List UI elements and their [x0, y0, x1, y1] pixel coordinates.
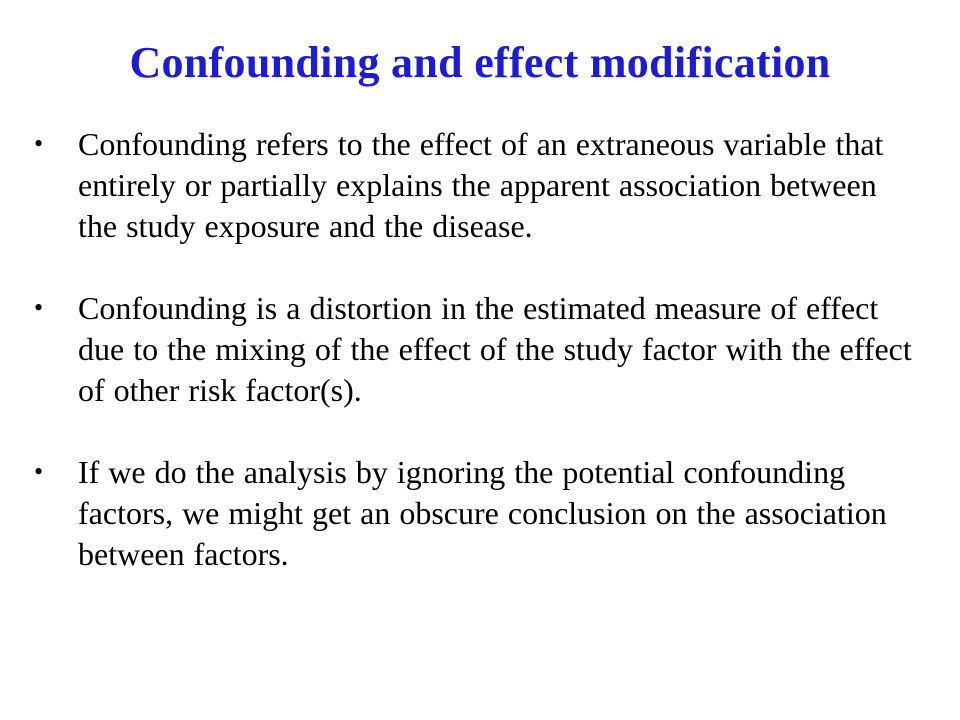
- bullet-text: If we do the analysis by ignoring the potential confounding factors, we might get an obscure conclusion on the association between factors.: [78, 454, 887, 572]
- slide-title: Confounding and effect modification: [129, 38, 831, 87]
- bullet-item-1: [34, 124, 914, 247]
- bullet-text: Confounding is a distortion in the estimated measure of effect due to the mixing of the effect of the study factor with the effect of other risk factor(s).: [78, 290, 912, 408]
- bullet-list: [34, 124, 914, 575]
- bullet-icon: •: [34, 293, 44, 322]
- bullet-item-3: [34, 452, 914, 575]
- bullet-icon: •: [34, 457, 44, 486]
- bullet-text: Confounding refers to the effect of an extraneous variable that entirely or partially explains the apparent association between the study exposure and the disease.: [78, 126, 884, 244]
- bullet-icon: •: [34, 129, 44, 158]
- bullet-item-2: [34, 288, 914, 411]
